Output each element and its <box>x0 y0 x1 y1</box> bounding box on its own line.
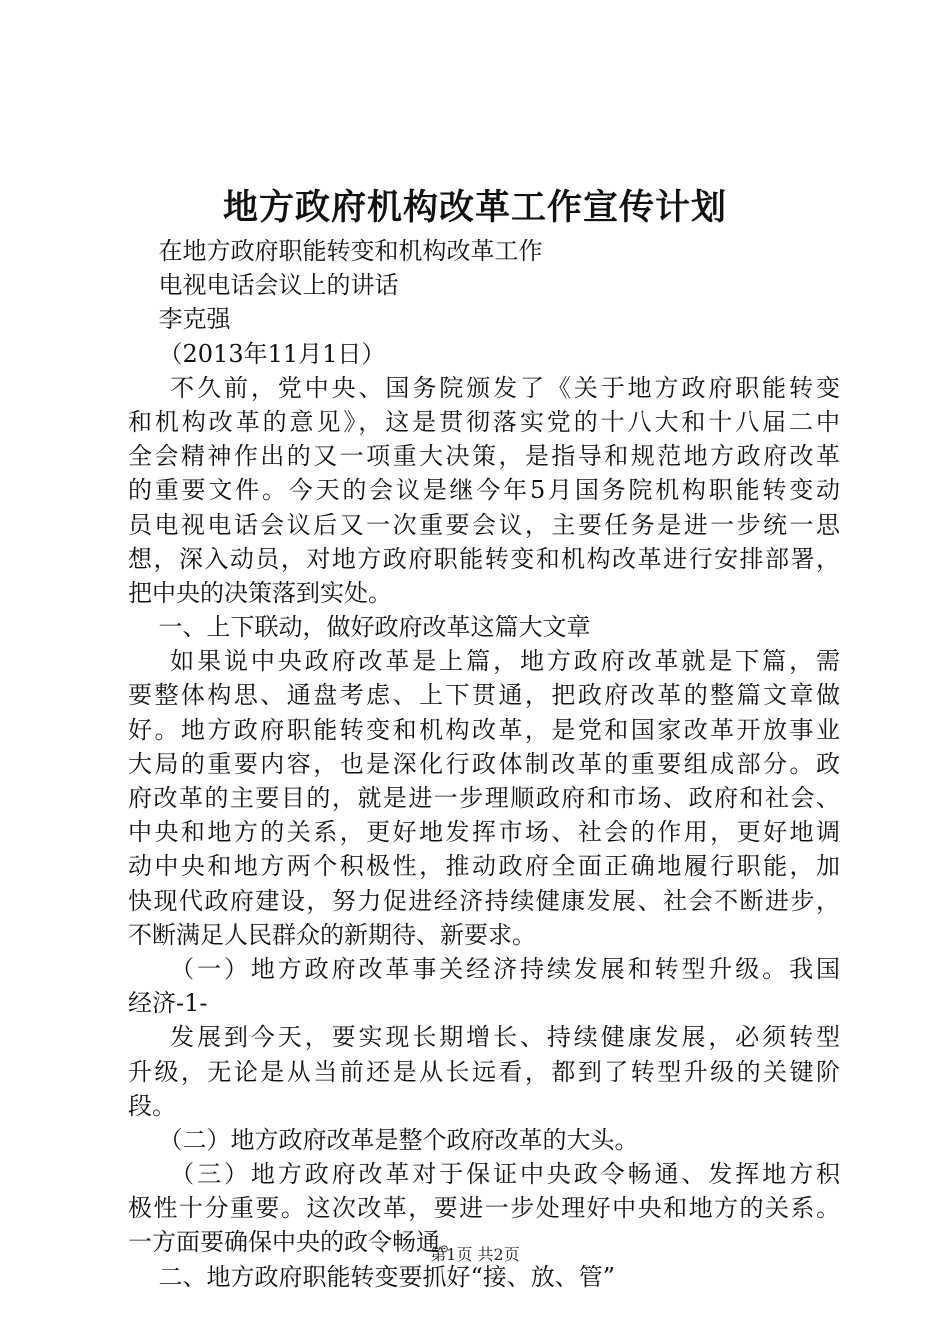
body-line: 把中央的决策落到实处。 <box>128 578 392 607</box>
body-line: （三）地方政府改革对于保证中央政令畅通、发挥地方积 <box>128 1160 840 1189</box>
body-line: 在地方政府职能转变和机构改革工作 <box>128 237 543 265</box>
body-line: 经济-1- <box>128 989 208 1018</box>
body-line: 员电视电话会议后又一次重要会议，主要任务是进一步统一思 <box>128 510 840 539</box>
body-line: 要整体构思、通盘考虑、上下贯通，把政府改革的整篇文章做 <box>128 681 840 710</box>
body-line: 不久前，党中央、国务院颁发了《关于地方政府职能转变 <box>128 373 840 402</box>
page-footer: 第1页 共2页 <box>430 1245 520 1264</box>
body-line: 如果说中央政府改革是上篇，地方政府改革就是下篇，需 <box>128 647 840 676</box>
body-line: 和机构改革的意见》，这是贯彻落实党的十八大和十八届二中 <box>128 407 840 436</box>
body-line: 想，深入动员，对地方政府职能转变和机构改革进行安排部署， <box>128 544 840 573</box>
body-line: 极性十分重要。这次改革，要进一步处理好中央和地方的关系。 <box>128 1194 840 1223</box>
body-line: 府改革的主要目的，就是进一步理顺政府和市场、政府和社会、 <box>128 784 840 812</box>
body-line: 一、上下联动，做好政府改革这篇大文章 <box>128 613 591 642</box>
body-line: 大局的重要内容，也是深化行政体制改革的重要组成部分。政 <box>128 749 840 778</box>
body-line: 二、地方政府职能转变要抓好“接、放、管” <box>128 1262 616 1291</box>
body-line: 动中央和地方两个积极性，推动政府全面正确地履行职能，加 <box>128 852 840 881</box>
body-line: （二）地方政府改革是整个政府改革的大头。 <box>128 1125 639 1154</box>
body-line: 段。 <box>128 1091 176 1120</box>
body-line: 中央和地方的关系，更好地发挥市场、社会的作用，更好地调 <box>128 818 840 847</box>
document-body <box>128 234 840 1294</box>
body-line: 一方面要确保中央的政令畅通。 <box>128 1228 464 1257</box>
body-line: 的重要文件。今天的会议是继今年5月国务院机构职能转变动 <box>128 476 840 505</box>
body-line: 快现代政府建设，努力促进经济持续健康发展、社会不断进步， <box>128 886 840 915</box>
body-line: 不断满足人民群众的新期待、新要求。 <box>128 920 536 949</box>
body-line: （2013年11月1日） <box>128 339 386 368</box>
body-line: 全会精神作出的又一项重大决策，是指导和规范地方政府改革 <box>128 442 840 471</box>
body-line: 升级，无论是从当前还是从长远看，都到了转型升级的关键阶 <box>128 1057 840 1086</box>
body-line: （一）地方政府改革事关经济持续发展和转型升级。我国 <box>128 954 840 983</box>
body-line: 好。地方政府职能转变和机构改革，是党和国家改革开放事业 <box>128 715 840 744</box>
body-line: 李克强 <box>128 305 231 334</box>
body-line: 电视电话会议上的讲话 <box>128 271 399 300</box>
document-title: 地方政府机构改革工作宣传计划 <box>222 187 727 228</box>
body-line: 发展到今天，要实现长期增长、持续健康发展，必须转型 <box>128 1023 840 1052</box>
